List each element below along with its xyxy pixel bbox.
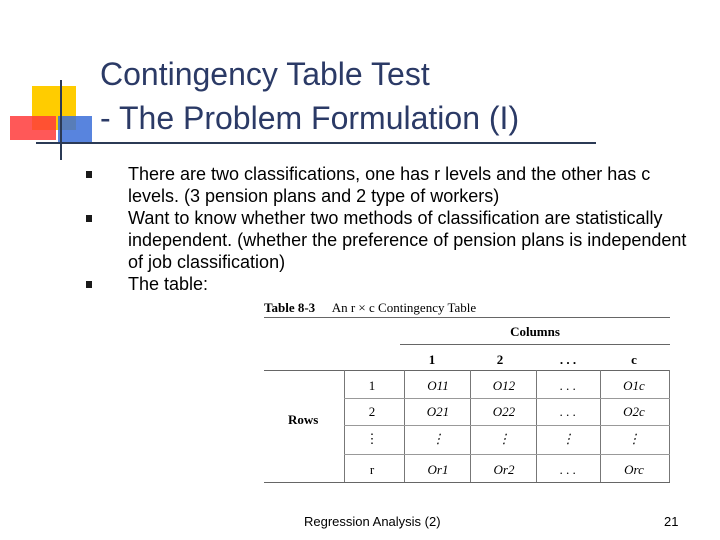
footer-text: Regression Analysis (2) [304,514,441,529]
row-label: 2 [368,404,376,419]
grid-line [344,454,670,455]
caption-rule [264,317,670,318]
table-cell: Or1 [427,462,449,477]
bullet-item [128,207,698,273]
bullet-text: Want to know whether two methods of classification are statistically independent. (whether the preference of pension plans is independent of job classification) [128,208,687,272]
columns-rule [400,344,670,345]
table-cell: O11 [427,378,449,393]
grid-line [600,370,601,482]
slide-title [100,52,700,140]
bullet-text: There are two classifications, one has r levels and the other has c levels. (3 pension plans and 2 type of workers) [128,164,651,206]
rows-header: Rows [288,412,319,427]
row-label: 1 [368,378,376,393]
bullet-item [128,273,698,295]
decor-vertical-line [60,80,62,160]
table-cell: . . . [559,404,577,419]
columns-header: Columns [510,324,560,339]
table-cell: O2c [623,404,645,419]
table-cell: Or2 [493,462,515,477]
table-top-rule [264,370,670,371]
column-label: . . . [559,352,577,367]
decor-red-block [10,116,56,140]
table-bottom-rule [264,482,670,483]
table-cell: O1c [623,378,645,393]
table-caption-title: An r × c Contingency Table [331,300,477,315]
table-cell: . . . [559,378,577,393]
table-cell: ⋮ [561,431,575,446]
table-caption-number: Table 8-3 [264,300,316,315]
title-underline [36,142,596,144]
bullet-list [128,163,698,295]
table-cell: ⋮ [627,431,641,446]
grid-line [344,398,670,399]
table-cell: ⋮ [431,431,445,446]
table-cell: O22 [492,404,516,419]
bullet-square-icon [86,171,92,178]
grid-line [404,370,405,482]
title-line-2: - The Problem Formulation (I) [100,100,520,136]
column-label: 2 [496,352,504,367]
table-cell: ⋮ [497,431,511,446]
column-label: 1 [428,352,436,367]
table-cell: O21 [426,404,450,419]
bullet-square-icon [86,281,92,288]
grid-line [344,425,670,426]
page-number: 21 [664,514,679,529]
title-line-1: Contingency Table Test [100,56,430,92]
table-cell: Orc [624,462,644,477]
grid-line [470,370,471,482]
table-cell: . . . [559,462,577,477]
table-caption [264,300,476,316]
column-label: c [631,352,637,367]
bullet-text: The table: [128,274,209,294]
grid-line [669,370,670,482]
bullet-square-icon [86,215,92,222]
decor-blue-block [58,116,92,144]
row-label: r [369,462,375,477]
table-cell: O12 [492,378,516,393]
row-label: ⋮ [365,431,379,446]
bullet-item [128,163,698,207]
